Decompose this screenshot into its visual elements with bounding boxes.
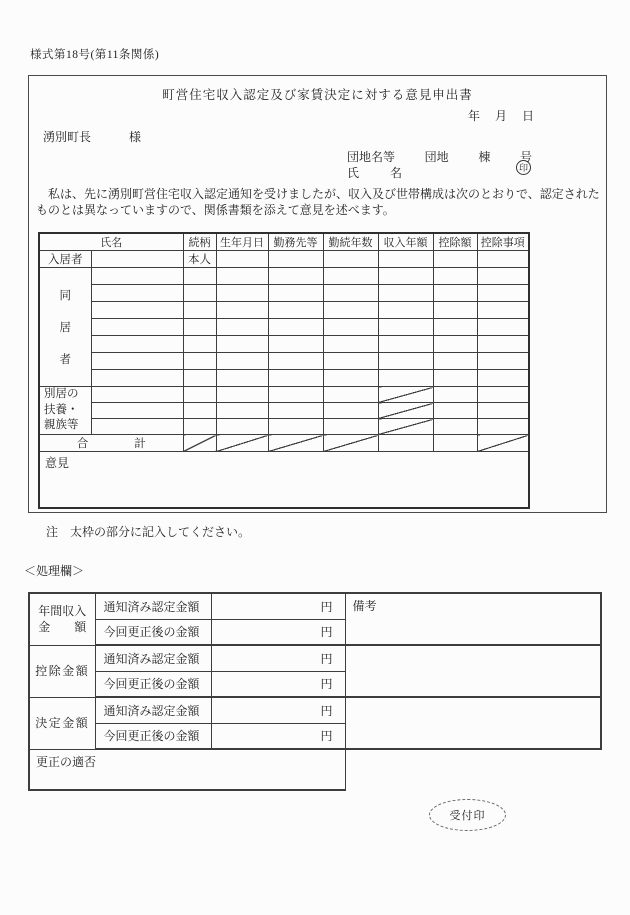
input-cell[interactable] bbox=[323, 285, 378, 302]
form-number: 様式第18号(第11条関係) bbox=[30, 49, 160, 61]
input-cell[interactable] bbox=[378, 319, 433, 336]
yen-unit-label: 円 bbox=[320, 729, 333, 744]
input-cell[interactable] bbox=[477, 419, 529, 435]
remarks-cell[interactable] bbox=[345, 697, 601, 749]
separate-dependents-row bbox=[39, 419, 529, 435]
struck-out-cell bbox=[323, 435, 378, 452]
input-cell[interactable] bbox=[323, 353, 378, 370]
input-cell[interactable] bbox=[216, 370, 268, 387]
input-cell[interactable] bbox=[216, 419, 268, 435]
input-cell[interactable] bbox=[378, 285, 433, 302]
input-cell[interactable] bbox=[216, 336, 268, 353]
input-cell[interactable] bbox=[91, 268, 183, 285]
input-cell[interactable] bbox=[183, 285, 216, 302]
input-cell[interactable] bbox=[216, 387, 268, 403]
notified-amount-label: 通知済み認定金額 bbox=[95, 697, 211, 723]
input-cell[interactable] bbox=[268, 302, 323, 319]
input-cell[interactable] bbox=[183, 336, 216, 353]
notified-amount-label: 通知済み認定金額 bbox=[95, 593, 211, 619]
input-cell[interactable] bbox=[433, 251, 477, 268]
input-cell[interactable] bbox=[477, 403, 529, 419]
input-cell[interactable] bbox=[433, 285, 477, 302]
input-cell[interactable] bbox=[216, 302, 268, 319]
input-cell[interactable] bbox=[323, 268, 378, 285]
amount-input-cell[interactable] bbox=[211, 619, 345, 645]
input-cell[interactable] bbox=[183, 403, 216, 419]
estate-danchi-label: 団地 bbox=[424, 150, 449, 164]
input-cell[interactable] bbox=[378, 302, 433, 319]
col-header-birthdate: 生年月日 bbox=[216, 233, 268, 251]
revised-amount-label: 今回更正後の金額 bbox=[95, 671, 211, 697]
input-cell[interactable] bbox=[91, 419, 183, 435]
annual-income-notified-row bbox=[29, 593, 601, 619]
input-cell[interactable] bbox=[268, 268, 323, 285]
input-cell[interactable] bbox=[378, 268, 433, 285]
revised-amount-label: 今回更正後の金額 bbox=[95, 619, 211, 645]
input-cell[interactable] bbox=[91, 302, 183, 319]
deduction-notified-row bbox=[29, 645, 601, 671]
input-cell[interactable] bbox=[268, 353, 323, 370]
total-deduction-cell[interactable] bbox=[433, 435, 477, 452]
group-label-decided: 決定金額 bbox=[29, 697, 95, 749]
input-cell[interactable] bbox=[433, 403, 477, 419]
input-cell[interactable] bbox=[323, 370, 378, 387]
addressee-name: 湧別町長 bbox=[43, 130, 92, 144]
col-header-years-of-service: 勤続年数 bbox=[323, 233, 378, 251]
input-cell[interactable] bbox=[216, 268, 268, 285]
col-header-name: 氏名 bbox=[39, 233, 183, 251]
input-cell[interactable] bbox=[91, 387, 183, 403]
remarks-cell[interactable] bbox=[345, 593, 601, 645]
input-cell[interactable] bbox=[433, 370, 477, 387]
opinion-row bbox=[39, 452, 529, 508]
separate-dependents-row bbox=[39, 387, 529, 403]
struck-out-cell bbox=[378, 387, 433, 403]
input-cell[interactable] bbox=[268, 403, 323, 419]
estate-label: 団地名等 bbox=[347, 150, 396, 164]
input-cell[interactable] bbox=[433, 336, 477, 353]
col-header-annual-income: 収入年額 bbox=[378, 233, 433, 251]
input-cell[interactable] bbox=[183, 370, 216, 387]
input-cell[interactable] bbox=[323, 319, 378, 336]
body-line-2: ものとは異なっていますので、関係書類を添えて意見を述べます。 bbox=[36, 202, 395, 217]
estate-line bbox=[347, 148, 532, 165]
input-cell[interactable] bbox=[91, 403, 183, 419]
cohabitant-row bbox=[39, 353, 529, 370]
input-cell[interactable] bbox=[323, 387, 378, 403]
date-day-label: 日 bbox=[521, 109, 534, 123]
input-cell[interactable] bbox=[216, 353, 268, 370]
input-cell[interactable] bbox=[91, 336, 183, 353]
input-cell[interactable] bbox=[378, 370, 433, 387]
household-income-table bbox=[38, 232, 530, 509]
separate-dependents-row bbox=[39, 403, 529, 419]
date-line bbox=[468, 107, 534, 124]
struck-out-cell bbox=[378, 419, 433, 435]
table-header-row bbox=[39, 233, 529, 251]
input-cell[interactable] bbox=[477, 353, 529, 370]
open-area bbox=[345, 749, 601, 790]
input-cell[interactable] bbox=[183, 419, 216, 435]
estate-building-label: 棟 bbox=[478, 150, 491, 164]
input-cell[interactable] bbox=[433, 268, 477, 285]
revision-approval-cell[interactable] bbox=[29, 749, 345, 790]
struck-out-cell bbox=[477, 435, 529, 452]
input-cell[interactable] bbox=[91, 251, 183, 268]
decided-notified-row bbox=[29, 697, 601, 723]
input-cell[interactable] bbox=[323, 403, 378, 419]
col-header-relation: 続柄 bbox=[183, 233, 216, 251]
remarks-label: 備考 bbox=[352, 599, 377, 613]
cohabitant-row bbox=[39, 336, 529, 353]
applicant-name-line bbox=[347, 164, 402, 181]
input-cell[interactable] bbox=[477, 285, 529, 302]
input-cell[interactable] bbox=[477, 302, 529, 319]
cohabitant-row bbox=[39, 370, 529, 387]
input-cell[interactable] bbox=[323, 251, 378, 268]
row-label-separate-dependents: 別居の 扶養・ 親族等 bbox=[39, 387, 91, 435]
reception-stamp bbox=[429, 799, 506, 831]
total-row bbox=[39, 435, 529, 452]
input-cell[interactable] bbox=[378, 353, 433, 370]
struck-out-cell bbox=[183, 435, 216, 452]
reception-stamp-label: 受付印 bbox=[449, 810, 486, 822]
input-cell[interactable] bbox=[477, 319, 529, 336]
struck-out-cell bbox=[268, 435, 323, 452]
opinion-label: 意見 bbox=[45, 456, 70, 470]
body-line-1: 私は、先に湧別町営住宅収入認定通知を受けましたが、収入及び世帯構成は次のとおりで、認定された bbox=[36, 187, 600, 201]
estate-unit-label: 号 bbox=[519, 150, 532, 164]
input-cell[interactable] bbox=[216, 251, 268, 268]
amount-input-cell[interactable] bbox=[211, 645, 345, 671]
cohabitant-row bbox=[39, 319, 529, 336]
input-cell[interactable] bbox=[477, 268, 529, 285]
revision-approval-label: 更正の適否 bbox=[36, 755, 97, 769]
input-cell[interactable] bbox=[183, 268, 216, 285]
input-cell[interactable] bbox=[91, 353, 183, 370]
input-cell[interactable] bbox=[378, 336, 433, 353]
yen-unit-label: 円 bbox=[320, 651, 333, 666]
input-cell[interactable] bbox=[268, 319, 323, 336]
col-header-workplace: 勤務先等 bbox=[268, 233, 323, 251]
date-year-label: 年 bbox=[468, 109, 481, 123]
input-cell[interactable] bbox=[268, 419, 323, 435]
input-cell[interactable] bbox=[433, 419, 477, 435]
input-cell[interactable] bbox=[91, 370, 183, 387]
group-label-deduction: 控除金額 bbox=[29, 645, 95, 697]
input-cell[interactable] bbox=[268, 336, 323, 353]
relation-self-cell: 本人 bbox=[183, 251, 216, 268]
amount-input-cell[interactable] bbox=[211, 671, 345, 697]
resident-row bbox=[39, 251, 529, 268]
form-title: 町営住宅収入認定及び家賃決定に対する意見申出書 bbox=[162, 88, 473, 102]
processing-section-title: ＜処理欄＞ bbox=[24, 564, 85, 578]
input-cell[interactable] bbox=[268, 370, 323, 387]
total-income-cell[interactable] bbox=[378, 435, 433, 452]
input-cell[interactable] bbox=[323, 302, 378, 319]
input-cell[interactable] bbox=[183, 387, 216, 403]
name-label-first: 氏 bbox=[347, 166, 360, 180]
input-cell[interactable] bbox=[268, 387, 323, 403]
revised-amount-label: 今回更正後の金額 bbox=[95, 723, 211, 749]
date-month-label: 月 bbox=[494, 109, 507, 123]
input-cell[interactable] bbox=[323, 419, 378, 435]
input-cell[interactable] bbox=[216, 319, 268, 336]
yen-unit-label: 円 bbox=[320, 677, 333, 692]
cohabitant-vertical-label: 同 居 者 bbox=[59, 290, 71, 366]
notified-amount-label: 通知済み認定金額 bbox=[95, 645, 211, 671]
input-cell[interactable] bbox=[433, 387, 477, 403]
group-label-annual-income: 年間収入 金 額 bbox=[29, 593, 95, 645]
input-cell[interactable] bbox=[268, 251, 323, 268]
name-label-second: 名 bbox=[389, 166, 402, 180]
cohabitant-row bbox=[39, 302, 529, 319]
row-label-total: 合 計 bbox=[39, 435, 183, 452]
cohabitant-row bbox=[39, 285, 529, 302]
fill-instruction-note: 注 太枠の部分に記入してください。 bbox=[46, 525, 251, 539]
input-cell[interactable] bbox=[183, 353, 216, 370]
input-cell[interactable] bbox=[477, 387, 529, 403]
input-cell[interactable] bbox=[268, 285, 323, 302]
addressee-line bbox=[43, 128, 141, 145]
yen-unit-label: 円 bbox=[320, 599, 333, 614]
yen-unit-label: 円 bbox=[320, 703, 333, 718]
remarks-cell[interactable] bbox=[345, 645, 601, 697]
body-paragraph bbox=[36, 187, 606, 218]
input-cell[interactable] bbox=[378, 251, 433, 268]
input-cell[interactable] bbox=[477, 336, 529, 353]
input-cell[interactable] bbox=[216, 403, 268, 419]
input-cell[interactable] bbox=[477, 370, 529, 387]
addressee-honorific: 様 bbox=[129, 130, 142, 144]
revision-approval-row bbox=[29, 749, 601, 790]
input-cell[interactable] bbox=[216, 285, 268, 302]
struck-out-cell bbox=[216, 435, 268, 452]
row-label-cohabitants bbox=[39, 268, 91, 387]
col-header-deduction-detail: 控除事項 bbox=[477, 233, 529, 251]
input-cell[interactable] bbox=[433, 353, 477, 370]
input-cell[interactable] bbox=[91, 285, 183, 302]
amount-input-cell[interactable] bbox=[211, 593, 345, 619]
opinion-cell[interactable] bbox=[39, 452, 529, 508]
struck-out-cell bbox=[378, 403, 433, 419]
input-cell[interactable] bbox=[183, 319, 216, 336]
input-cell[interactable] bbox=[433, 319, 477, 336]
cohabitant-row bbox=[39, 268, 529, 285]
yen-unit-label: 円 bbox=[320, 625, 333, 640]
input-cell[interactable] bbox=[91, 319, 183, 336]
seal-mark-icon: 印 bbox=[516, 160, 531, 175]
row-label-resident: 入居者 bbox=[39, 251, 91, 268]
input-cell[interactable] bbox=[323, 336, 378, 353]
amount-input-cell[interactable] bbox=[211, 723, 345, 749]
amount-input-cell[interactable] bbox=[211, 697, 345, 723]
input-cell[interactable] bbox=[433, 302, 477, 319]
processing-table bbox=[28, 592, 602, 791]
input-cell[interactable] bbox=[183, 302, 216, 319]
col-header-deduction: 控除額 bbox=[433, 233, 477, 251]
